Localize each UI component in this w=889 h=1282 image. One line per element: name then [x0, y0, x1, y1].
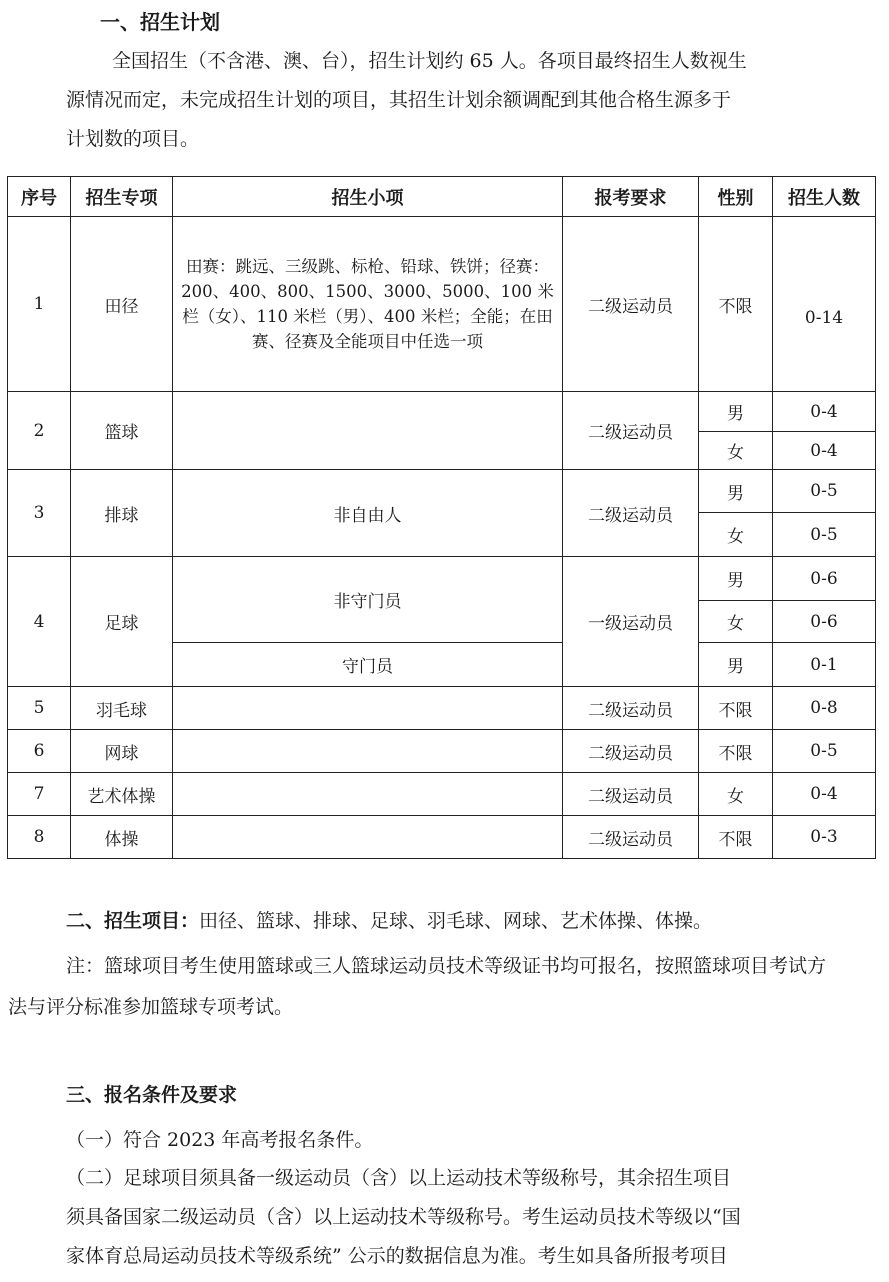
- enrollment-items-list: 田径、篮球、排球、足球、羽毛球、网球、艺术体操、体操。: [199, 910, 713, 932]
- row-quota: 0-5: [773, 470, 876, 513]
- row-quota: 0-1: [773, 643, 876, 687]
- row-no: 7: [8, 773, 71, 816]
- row-item: 非守门员: [173, 557, 563, 643]
- requirement-1: （一）符合 2023 年高考报名条件。: [66, 1129, 374, 1151]
- row-requirement: 二级运动员: [563, 773, 699, 816]
- row-gender: 男: [699, 470, 773, 513]
- row-item: 守门员: [173, 643, 563, 687]
- row-quota: 0-14: [773, 217, 876, 392]
- row-quota: 0-4: [773, 773, 876, 816]
- row-requirement: 二级运动员: [563, 470, 699, 557]
- row-requirement: 二级运动员: [563, 687, 699, 730]
- row-sport: 体操: [71, 816, 173, 859]
- row-item: [173, 392, 563, 470]
- row-item-detail: 田赛：跳远、三级跳、标枪、铅球、铁饼；径赛： 200、400、800、1500、3000、5000、100 米栏（女）、110 米栏（男）、400 米栏；全能；在田赛、径赛及全能项目中任选一项: [173, 217, 563, 392]
- row-sport: 足球: [71, 557, 173, 687]
- row-gender: 女: [699, 513, 773, 557]
- table-row: [8, 217, 876, 392]
- row-quota: 0-4: [773, 392, 876, 432]
- row-quota: 0-5: [773, 730, 876, 773]
- row-no: 4: [8, 557, 71, 687]
- row-sport: 艺术体操: [71, 773, 173, 816]
- row-sport: 篮球: [71, 392, 173, 470]
- table-row: [8, 687, 876, 730]
- plan-paragraph-line-1: 全国招生（不含港、澳、台），招生计划约 65 人。各项目最终招生人数视生: [112, 50, 747, 72]
- table-row: [8, 816, 876, 859]
- row-gender: 女: [699, 432, 773, 470]
- row-quota: 0-4: [773, 432, 876, 470]
- section-enrollment-items: [66, 906, 712, 933]
- row-item: [173, 816, 563, 859]
- row-gender: 不限: [699, 217, 773, 392]
- table-row: [8, 773, 876, 816]
- section-label-enrollment-items: 二、招生项目：: [66, 910, 200, 932]
- row-requirement: 二级运动员: [563, 217, 699, 392]
- row-quota: 0-3: [773, 816, 876, 859]
- row-sport: 网球: [71, 730, 173, 773]
- requirement-2: [66, 1159, 836, 1276]
- section-heading-requirements: 三、报名条件及要求: [66, 1084, 238, 1106]
- row-sport: 排球: [71, 470, 173, 557]
- header-no: 序号: [8, 177, 71, 217]
- table-row: [8, 730, 876, 773]
- header-sport: 招生专项: [71, 177, 173, 217]
- basketball-note: 注：篮球项目考生使用篮球或三人篮球运动员技术等级证书均可报名，按照篮球项目考试方法与评分标准参加篮球专项考试。: [8, 955, 827, 1018]
- row-gender: 女: [699, 601, 773, 643]
- row-gender: 男: [699, 392, 773, 432]
- row-requirement: 二级运动员: [563, 816, 699, 859]
- requirement-2-line-2: 须具备国家二级运动员（含）以上运动技术等级称号。考生运动员技术等级以“国: [66, 1206, 741, 1228]
- header-item: 招生小项: [173, 177, 563, 217]
- row-sport: 羽毛球: [71, 687, 173, 730]
- row-quota: 0-8: [773, 687, 876, 730]
- section-heading-enrollment-plan: 一、招生计划: [100, 10, 220, 34]
- row-quota: 0-6: [773, 557, 876, 601]
- plan-paragraph-line-3: 计划数的项目。: [66, 128, 200, 150]
- plan-paragraph-line-2: 源情况而定，未完成招生计划的项目，其招生计划余额调配到其他合格生源多于: [66, 89, 732, 111]
- row-item: [173, 773, 563, 816]
- requirement-2-line-3: 家体育总局运动员技术等级系统” 公示的数据信息为准。考生如具备所报考项目: [66, 1245, 728, 1267]
- header-requirement: 报考要求: [563, 177, 699, 217]
- row-no: 3: [8, 470, 71, 557]
- row-gender: 男: [699, 643, 773, 687]
- row-no: 5: [8, 687, 71, 730]
- row-no: 6: [8, 730, 71, 773]
- row-requirement: 二级运动员: [563, 392, 699, 470]
- row-gender: 不限: [699, 687, 773, 730]
- row-gender: 不限: [699, 730, 773, 773]
- row-gender: 不限: [699, 816, 773, 859]
- row-requirement: 二级运动员: [563, 730, 699, 773]
- row-no: 2: [8, 392, 71, 470]
- row-quota: 0-5: [773, 513, 876, 557]
- table-header-row: [8, 177, 876, 217]
- row-no: 1: [8, 217, 71, 392]
- table-row: [8, 470, 876, 513]
- table-row: [8, 557, 876, 601]
- row-sport: 田径: [71, 217, 173, 392]
- row-item: [173, 730, 563, 773]
- row-no: 8: [8, 816, 71, 859]
- enrollment-plan-table: [7, 176, 876, 859]
- row-item: [173, 687, 563, 730]
- row-gender: 女: [699, 773, 773, 816]
- header-quota: 招生人数: [773, 177, 876, 217]
- table-row: [8, 392, 876, 432]
- row-requirement: 一级运动员: [563, 557, 699, 687]
- row-quota: 0-6: [773, 601, 876, 643]
- row-gender: 男: [699, 557, 773, 601]
- header-gender: 性别: [699, 177, 773, 217]
- requirement-2-line-1: （二）足球项目须具备一级运动员（含）以上运动技术等级称号，其余招生项目: [66, 1167, 732, 1189]
- row-item: 非自由人: [173, 470, 563, 557]
